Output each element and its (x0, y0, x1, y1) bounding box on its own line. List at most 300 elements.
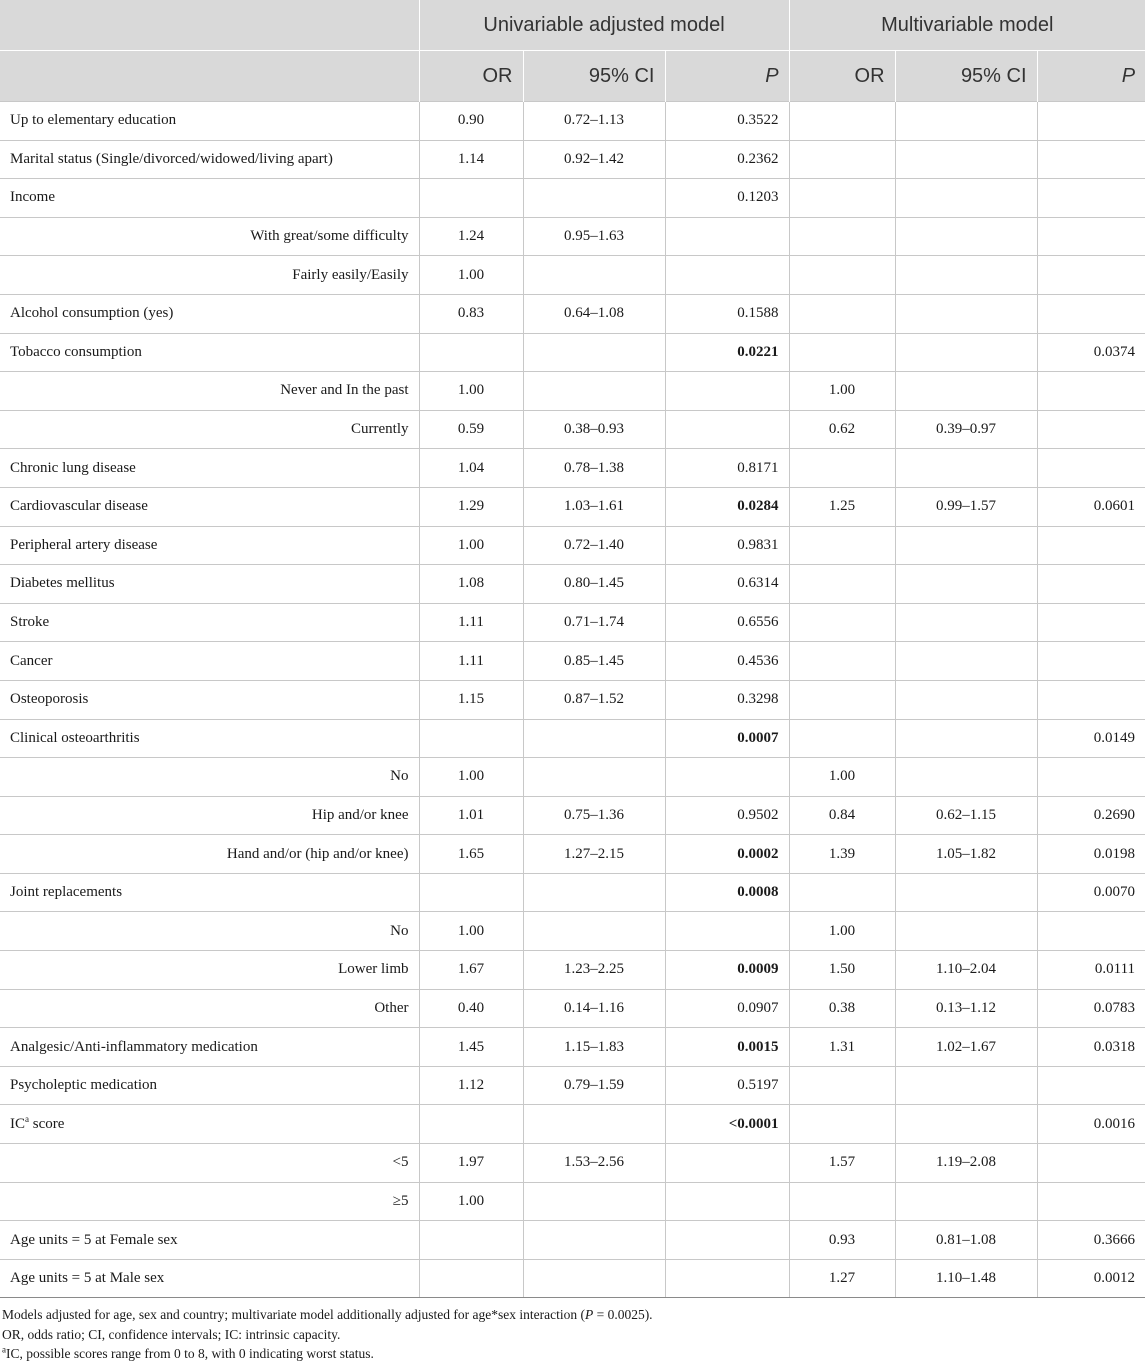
row-label-text: Hip and/or knee (311, 806, 409, 823)
univariable-or-cell (419, 1221, 523, 1260)
row-label (0, 333, 419, 372)
multivariable-p-cell (1037, 140, 1145, 179)
row-label-text: Alcohol consumption (yes) (10, 305, 174, 322)
multivariable-ci-cell (895, 449, 1037, 488)
univariable-or-cell: 0.90 (419, 102, 523, 141)
multivariable-ci-cell: 1.19–2.08 (895, 1144, 1037, 1183)
multivariable-p-cell (1037, 1144, 1145, 1183)
univariable-ci-cell: 0.95–1.63 (523, 217, 665, 256)
row-label-text: Age units = 5 at Male sex (10, 1270, 165, 1287)
row-label-text: Clinical osteoarthritis (10, 729, 140, 746)
row-label (0, 1182, 419, 1221)
multivariable-ci-cell (895, 565, 1037, 604)
univariable-ci-cell (523, 719, 665, 758)
univariable-ci-cell (523, 1105, 665, 1144)
univariable-p-cell (665, 372, 789, 411)
multivariable-or-cell (789, 680, 895, 719)
header-blank-cell (0, 0, 419, 51)
multivariable-or-cell: 1.27 (789, 1259, 895, 1298)
multivariable-or-cell (789, 603, 895, 642)
univariable-ci-cell: 0.75–1.36 (523, 796, 665, 835)
multivariable-or-cell: 0.93 (789, 1221, 895, 1260)
univariable-or-cell: 1.29 (419, 487, 523, 526)
row-label-text: Stroke (10, 614, 50, 631)
row-label-text: Cancer (10, 652, 53, 669)
multivariable-p-cell (1037, 294, 1145, 333)
multivariable-or-cell: 1.31 (789, 1028, 895, 1067)
table-row (0, 758, 1145, 797)
univariable-p-cell: 0.9831 (665, 526, 789, 565)
univariable-p-cell: 0.8171 (665, 449, 789, 488)
univariable-p-cell: 0.6556 (665, 603, 789, 642)
univariable-p-cell: 0.0015 (665, 1028, 789, 1067)
univariable-p-cell: <0.0001 (665, 1105, 789, 1144)
table-row (0, 449, 1145, 488)
row-label (0, 140, 419, 179)
table-row (0, 333, 1145, 372)
univariable-p-cell: 0.0284 (665, 487, 789, 526)
row-label-text: Analgesic/Anti-inflammatory medication (10, 1038, 258, 1055)
row-label-text: Chronic lung disease (10, 459, 136, 476)
row-label-text: IC (10, 1115, 25, 1132)
multivariable-ci-cell: 0.13–1.12 (895, 989, 1037, 1028)
footnote-adjustment-text: Models adjusted for age, sex and country; multivariate model additionally adjusted for age*sex interaction ( (2, 1307, 585, 1323)
univariable-ci-cell (523, 912, 665, 951)
univariable-or-cell (419, 873, 523, 912)
table-row (0, 989, 1145, 1028)
multivariable-or-cell (789, 873, 895, 912)
row-label-text: ≥5 (392, 1192, 409, 1209)
univariable-ci-cell: 1.03–1.61 (523, 487, 665, 526)
row-label-text: Income (10, 189, 55, 206)
table-row (0, 179, 1145, 218)
multivariable-or-cell: 1.00 (789, 372, 895, 411)
table-row (0, 217, 1145, 256)
header-univariable-group: Univariable adjusted model (419, 0, 789, 51)
univariable-p-cell (665, 1221, 789, 1260)
row-label (0, 526, 419, 565)
univariable-or-cell: 1.00 (419, 526, 523, 565)
univariable-ci-cell: 0.64–1.08 (523, 294, 665, 333)
univariable-p-cell: 0.0002 (665, 835, 789, 874)
row-label (0, 372, 419, 411)
univariable-or-cell: 1.45 (419, 1028, 523, 1067)
univariable-or-cell: 1.24 (419, 217, 523, 256)
table-row (0, 719, 1145, 758)
row-label (0, 179, 419, 218)
row-label-text: Age units = 5 at Female sex (10, 1231, 178, 1248)
multivariable-or-cell (789, 719, 895, 758)
row-label-text: Other (374, 999, 409, 1016)
multivariable-p-cell: 0.2690 (1037, 796, 1145, 835)
multivariable-or-cell (789, 140, 895, 179)
multivariable-p-cell: 0.0198 (1037, 835, 1145, 874)
table-row (0, 1259, 1145, 1298)
table-body (0, 102, 1145, 1298)
row-label (0, 796, 419, 835)
multivariable-ci-cell: 0.81–1.08 (895, 1221, 1037, 1260)
table-row (0, 835, 1145, 874)
univariable-ci-cell: 0.85–1.45 (523, 642, 665, 681)
table-row (0, 951, 1145, 990)
multivariable-or-cell (789, 102, 895, 141)
univariable-ci-cell (523, 1182, 665, 1221)
multivariable-ci-cell: 0.39–0.97 (895, 410, 1037, 449)
multivariable-ci-cell (895, 1182, 1037, 1221)
univariable-ci-cell (523, 333, 665, 372)
multivariable-ci-cell (895, 873, 1037, 912)
header-multivariable-or: OR (789, 51, 895, 102)
univariable-p-cell (665, 912, 789, 951)
multivariable-p-cell: 0.0016 (1037, 1105, 1145, 1144)
univariable-or-cell: 1.12 (419, 1066, 523, 1105)
row-label-text: Osteoporosis (10, 691, 89, 708)
row-label-text: Joint replacements (10, 884, 123, 901)
multivariable-ci-cell (895, 372, 1037, 411)
multivariable-ci-cell (895, 102, 1037, 141)
header-univariable-ci: 95% CI (523, 51, 665, 102)
multivariable-or-cell (789, 565, 895, 604)
univariable-p-cell: 0.0008 (665, 873, 789, 912)
univariable-or-cell: 0.83 (419, 294, 523, 333)
table-row (0, 526, 1145, 565)
row-label-text: Lower limb (338, 961, 409, 978)
multivariable-or-cell (789, 179, 895, 218)
table-row (0, 1028, 1145, 1067)
multivariable-ci-cell (895, 758, 1037, 797)
footnote-ic-scores-text: IC, possible scores range from 0 to 8, with 0 indicating worst status. (6, 1346, 374, 1362)
multivariable-p-cell: 0.0012 (1037, 1259, 1145, 1298)
table-row (0, 603, 1145, 642)
univariable-p-cell: 0.0907 (665, 989, 789, 1028)
multivariable-ci-cell (895, 1066, 1037, 1105)
table-row (0, 1105, 1145, 1144)
multivariable-or-cell: 1.00 (789, 758, 895, 797)
multivariable-p-cell: 0.0601 (1037, 487, 1145, 526)
univariable-p-cell (665, 1144, 789, 1183)
univariable-ci-cell: 1.27–2.15 (523, 835, 665, 874)
table-row (0, 565, 1145, 604)
univariable-or-cell (419, 719, 523, 758)
multivariable-or-cell: 1.25 (789, 487, 895, 526)
multivariable-ci-cell: 1.10–2.04 (895, 951, 1037, 990)
row-label (0, 449, 419, 488)
univariable-p-cell: 0.0007 (665, 719, 789, 758)
univariable-or-cell: 1.00 (419, 372, 523, 411)
univariable-p-cell: 0.3522 (665, 102, 789, 141)
univariable-ci-cell: 1.53–2.56 (523, 1144, 665, 1183)
multivariable-ci-cell (895, 912, 1037, 951)
multivariable-or-cell (789, 642, 895, 681)
row-label (0, 294, 419, 333)
header-univariable-p: P (665, 51, 789, 102)
univariable-or-cell: 1.04 (419, 449, 523, 488)
multivariable-p-cell: 0.0318 (1037, 1028, 1145, 1067)
row-label (0, 951, 419, 990)
univariable-ci-cell: 0.78–1.38 (523, 449, 665, 488)
multivariable-or-cell (789, 294, 895, 333)
univariable-ci-cell: 1.23–2.25 (523, 951, 665, 990)
row-label-text: Psycholeptic medication (10, 1077, 158, 1094)
row-label-text: Diabetes mellitus (10, 575, 115, 592)
table-row (0, 487, 1145, 526)
row-label (0, 835, 419, 874)
table-row (0, 1221, 1145, 1260)
univariable-ci-cell: 0.71–1.74 (523, 603, 665, 642)
univariable-or-cell: 1.67 (419, 951, 523, 990)
table-row (0, 1066, 1145, 1105)
row-label (0, 1221, 419, 1260)
table-footnotes (0, 1298, 1145, 1364)
univariable-or-cell: 1.08 (419, 565, 523, 604)
univariable-p-cell: 0.0221 (665, 333, 789, 372)
multivariable-p-cell: 0.0374 (1037, 333, 1145, 372)
univariable-p-cell (665, 217, 789, 256)
row-label (0, 758, 419, 797)
header-univariable-or: OR (419, 51, 523, 102)
multivariable-p-cell (1037, 526, 1145, 565)
row-label (0, 1259, 419, 1298)
univariable-p-cell (665, 410, 789, 449)
multivariable-p-cell (1037, 102, 1145, 141)
univariable-ci-cell: 0.92–1.42 (523, 140, 665, 179)
multivariable-ci-cell (895, 333, 1037, 372)
row-label-text: With great/some difficulty (250, 228, 409, 245)
multivariable-ci-cell (895, 294, 1037, 333)
table-row (0, 410, 1145, 449)
row-label (0, 487, 419, 526)
univariable-p-cell: 0.2362 (665, 140, 789, 179)
univariable-p-cell: 0.1203 (665, 179, 789, 218)
row-label-text: Hand and/or (hip and/or knee) (226, 845, 409, 862)
multivariable-or-cell: 1.57 (789, 1144, 895, 1183)
multivariable-ci-cell (895, 680, 1037, 719)
univariable-p-cell (665, 256, 789, 295)
table-row (0, 912, 1145, 951)
multivariable-p-cell: 0.0149 (1037, 719, 1145, 758)
univariable-p-cell: 0.4536 (665, 642, 789, 681)
row-label (0, 680, 419, 719)
table-row (0, 256, 1145, 295)
multivariable-p-cell: 0.0070 (1037, 873, 1145, 912)
row-label-suffix: score (29, 1115, 65, 1132)
multivariable-or-cell: 0.38 (789, 989, 895, 1028)
multivariable-or-cell: 0.84 (789, 796, 895, 835)
multivariable-p-cell (1037, 372, 1145, 411)
univariable-ci-cell: 0.14–1.16 (523, 989, 665, 1028)
row-label (0, 1144, 419, 1183)
header-multivariable-group: Multivariable model (789, 0, 1145, 51)
multivariable-or-cell: 1.00 (789, 912, 895, 951)
multivariable-ci-cell (895, 140, 1037, 179)
footnote-ic-scores (2, 1344, 1145, 1364)
table-row (0, 873, 1145, 912)
univariable-p-cell: 0.1588 (665, 294, 789, 333)
multivariable-p-cell: 0.0783 (1037, 989, 1145, 1028)
multivariable-p-cell (1037, 758, 1145, 797)
multivariable-ci-cell: 1.05–1.82 (895, 835, 1037, 874)
multivariable-or-cell (789, 256, 895, 295)
univariable-or-cell: 1.00 (419, 912, 523, 951)
table-row (0, 680, 1145, 719)
multivariable-or-cell (789, 217, 895, 256)
univariable-or-cell: 0.59 (419, 410, 523, 449)
row-label-text: No (390, 768, 409, 785)
row-label-text: Tobacco consumption (10, 343, 142, 360)
row-label (0, 912, 419, 951)
univariable-or-cell: 1.97 (419, 1144, 523, 1183)
row-label-text: No (390, 922, 409, 939)
multivariable-ci-cell (895, 1105, 1037, 1144)
row-label-text: Currently (351, 421, 409, 438)
univariable-p-cell: 0.5197 (665, 1066, 789, 1105)
table-row (0, 1182, 1145, 1221)
table-row (0, 1144, 1145, 1183)
footnote-marker: a (25, 1113, 29, 1124)
multivariable-ci-cell: 1.02–1.67 (895, 1028, 1037, 1067)
multivariable-or-cell (789, 1182, 895, 1221)
multivariable-p-cell (1037, 565, 1145, 604)
univariable-p-cell: 0.0009 (665, 951, 789, 990)
row-label (0, 1028, 419, 1067)
univariable-or-cell: 0.40 (419, 989, 523, 1028)
univariable-or-cell (419, 333, 523, 372)
row-label (0, 1105, 419, 1144)
row-label (0, 410, 419, 449)
univariable-ci-cell (523, 372, 665, 411)
multivariable-p-cell (1037, 680, 1145, 719)
multivariable-or-cell (789, 449, 895, 488)
multivariable-ci-cell: 0.62–1.15 (895, 796, 1037, 835)
multivariable-p-cell (1037, 179, 1145, 218)
univariable-or-cell (419, 1105, 523, 1144)
row-label (0, 989, 419, 1028)
multivariable-p-cell: 0.3666 (1037, 1221, 1145, 1260)
row-label (0, 565, 419, 604)
multivariable-or-cell (789, 1105, 895, 1144)
multivariable-p-cell (1037, 256, 1145, 295)
table-row (0, 372, 1145, 411)
multivariable-or-cell (789, 526, 895, 565)
univariable-ci-cell: 0.72–1.13 (523, 102, 665, 141)
univariable-p-cell (665, 1259, 789, 1298)
row-label (0, 642, 419, 681)
univariable-or-cell: 1.15 (419, 680, 523, 719)
table-row (0, 796, 1145, 835)
table-row (0, 642, 1145, 681)
multivariable-p-cell (1037, 642, 1145, 681)
multivariable-ci-cell (895, 179, 1037, 218)
univariable-ci-cell (523, 873, 665, 912)
univariable-ci-cell (523, 758, 665, 797)
multivariable-ci-cell (895, 256, 1037, 295)
table-header (0, 0, 1145, 102)
univariable-or-cell: 1.00 (419, 256, 523, 295)
footnote-marker: a (2, 1344, 6, 1355)
multivariable-ci-cell (895, 642, 1037, 681)
row-label (0, 102, 419, 141)
footnote-abbreviations: OR, odds ratio; CI, confidence intervals; IC: intrinsic capacity. (2, 1326, 341, 1342)
multivariable-or-cell: 1.50 (789, 951, 895, 990)
footnote-p-symbol: P (584, 1307, 594, 1323)
univariable-p-cell: 0.6314 (665, 565, 789, 604)
multivariable-p-cell (1037, 449, 1145, 488)
row-label-text: Cardiovascular disease (10, 498, 148, 515)
row-label-text: Never and In the past (280, 382, 409, 399)
row-label-text: Peripheral artery disease (10, 536, 158, 553)
univariable-ci-cell: 0.80–1.45 (523, 565, 665, 604)
multivariable-p-cell (1037, 217, 1145, 256)
row-label (0, 256, 419, 295)
univariable-p-cell: 0.3298 (665, 680, 789, 719)
row-label-text: <5 (392, 1154, 409, 1171)
multivariable-p-cell: 0.0111 (1037, 951, 1145, 990)
univariable-p-cell: 0.9502 (665, 796, 789, 835)
row-label (0, 873, 419, 912)
multivariable-ci-cell: 0.99–1.57 (895, 487, 1037, 526)
univariable-ci-cell: 1.15–1.83 (523, 1028, 665, 1067)
univariable-or-cell: 1.11 (419, 642, 523, 681)
multivariable-p-cell (1037, 912, 1145, 951)
univariable-or-cell: 1.00 (419, 1182, 523, 1221)
univariable-ci-cell: 0.38–0.93 (523, 410, 665, 449)
multivariable-p-cell (1037, 603, 1145, 642)
univariable-p-cell (665, 758, 789, 797)
row-label-text: Fairly easily/Easily (292, 266, 409, 283)
multivariable-or-cell: 0.62 (789, 410, 895, 449)
univariable-ci-cell (523, 1259, 665, 1298)
table-row (0, 294, 1145, 333)
table-row (0, 102, 1145, 141)
univariable-ci-cell: 0.72–1.40 (523, 526, 665, 565)
univariable-or-cell: 1.14 (419, 140, 523, 179)
multivariable-ci-cell (895, 217, 1037, 256)
multivariable-or-cell (789, 1066, 895, 1105)
header-blank-cell (0, 51, 419, 102)
univariable-ci-cell (523, 256, 665, 295)
univariable-ci-cell: 0.87–1.52 (523, 680, 665, 719)
multivariable-ci-cell (895, 719, 1037, 758)
multivariable-or-cell (789, 333, 895, 372)
row-label (0, 719, 419, 758)
univariable-or-cell: 1.65 (419, 835, 523, 874)
multivariable-ci-cell (895, 526, 1037, 565)
multivariable-p-cell (1037, 1182, 1145, 1221)
univariable-ci-cell: 0.79–1.59 (523, 1066, 665, 1105)
multivariable-p-cell (1037, 1066, 1145, 1105)
univariable-or-cell: 1.00 (419, 758, 523, 797)
multivariable-p-cell (1037, 410, 1145, 449)
row-label-text: Marital status (Single/divorced/widowed/living apart) (10, 150, 333, 167)
multivariable-ci-cell: 1.10–1.48 (895, 1259, 1037, 1298)
row-label-text: Up to elementary education (10, 112, 177, 129)
row-label (0, 217, 419, 256)
multivariable-ci-cell (895, 603, 1037, 642)
univariable-or-cell: 1.01 (419, 796, 523, 835)
univariable-or-cell (419, 1259, 523, 1298)
univariable-ci-cell (523, 179, 665, 218)
univariable-p-cell (665, 1182, 789, 1221)
footnote-adjustment (2, 1305, 1145, 1325)
univariable-or-cell: 1.11 (419, 603, 523, 642)
header-multivariable-ci: 95% CI (895, 51, 1037, 102)
row-label (0, 603, 419, 642)
univariable-or-cell (419, 179, 523, 218)
header-multivariable-p: P (1037, 51, 1145, 102)
footnote-adjustment-value: = 0.0025). (593, 1307, 653, 1323)
table-row (0, 140, 1145, 179)
multivariable-or-cell: 1.39 (789, 835, 895, 874)
